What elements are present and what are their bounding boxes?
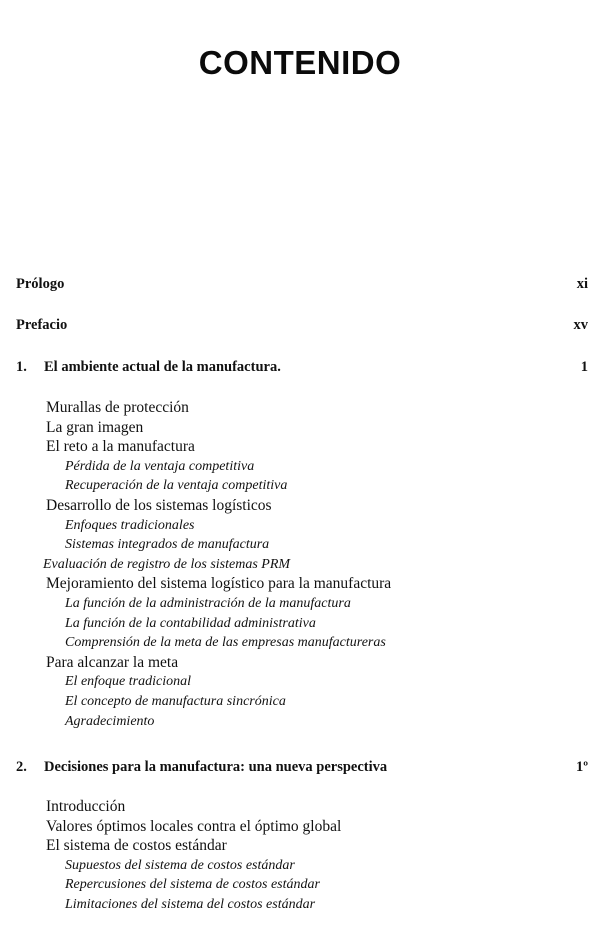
toc-section[interactable]: Valores óptimos locales contra el óptimo global [46, 817, 342, 835]
toc-subsection[interactable]: Recuperación de la ventaja competitiva [65, 478, 288, 494]
toc-section[interactable]: Desarrollo de los sistemas logísticos [46, 496, 272, 514]
toc-section[interactable]: La gran imagen [46, 418, 144, 436]
chapter-number: 1. [16, 359, 27, 375]
chapter-2-sections [46, 797, 341, 915]
toc-entry-label: Prólogo [16, 276, 65, 292]
toc-subsection[interactable]: El concepto de manufactura sincrónica [65, 693, 286, 709]
chapter-title: Decisiones para la manufactura: una nueva perspectiva [44, 759, 388, 775]
toc-subsection[interactable]: Comprensión de la meta de las empresas manufactureras [65, 635, 386, 651]
toc-entry-prefacio[interactable] [16, 317, 588, 334]
chapter-heading [16, 359, 281, 376]
toc-section[interactable]: Murallas de protección [46, 399, 189, 416]
toc-subsection[interactable]: El enfoque tradicional [65, 674, 191, 690]
toc-subsection[interactable]: La función de la contabilidad administrativa [65, 615, 316, 631]
chapter-title: El ambiente actual de la manufactura. [44, 359, 281, 375]
toc-subsection[interactable]: Sistemas integrados de manufactura [65, 537, 270, 553]
toc-section[interactable]: Mejoramiento del sistema logístico para la manufactura [46, 575, 392, 593]
toc-subsection[interactable]: Supuestos del sistema de costos estándar [65, 857, 295, 873]
toc-entry-page: xi [576, 276, 588, 292]
page-title: CONTENIDO [198, 44, 402, 81]
chapter-1-sections [43, 398, 392, 731]
toc-section[interactable]: El reto a la manufactura [46, 438, 195, 456]
toc-subsection[interactable]: Repercusiones del sistema de costos estándar [65, 877, 320, 893]
toc-entry-prologo[interactable] [16, 276, 588, 293]
toc-entry-label: Prefacio [16, 317, 68, 333]
toc-entry-page: xv [573, 317, 588, 333]
toc-subsection[interactable]: Limitaciones del sistema del costos estándar [65, 896, 316, 912]
toc-section[interactable]: Para alcanzar la meta [46, 653, 179, 671]
toc-subsection[interactable]: Pérdida de la ventaja competitiva [65, 458, 255, 474]
toc-chapter-2[interactable] [16, 759, 588, 776]
toc-section[interactable]: El sistema de costos estándar [46, 837, 227, 855]
chapter-heading [16, 759, 387, 776]
chapter-page: 1º [575, 759, 588, 775]
toc-subsection[interactable]: Evaluación de registro de los sistemas PRM [43, 556, 291, 572]
toc-section[interactable]: Introducción [46, 798, 126, 815]
toc-subsection[interactable]: Agradecimiento [65, 713, 155, 729]
toc-subsection[interactable]: La función de la administración de la manufactura [65, 595, 351, 611]
toc-chapter-1[interactable] [16, 359, 588, 376]
chapter-number: 2. [16, 759, 27, 775]
toc-subsection[interactable]: Enfoques tradicionales [65, 517, 195, 533]
chapter-page: 1 [580, 359, 588, 375]
